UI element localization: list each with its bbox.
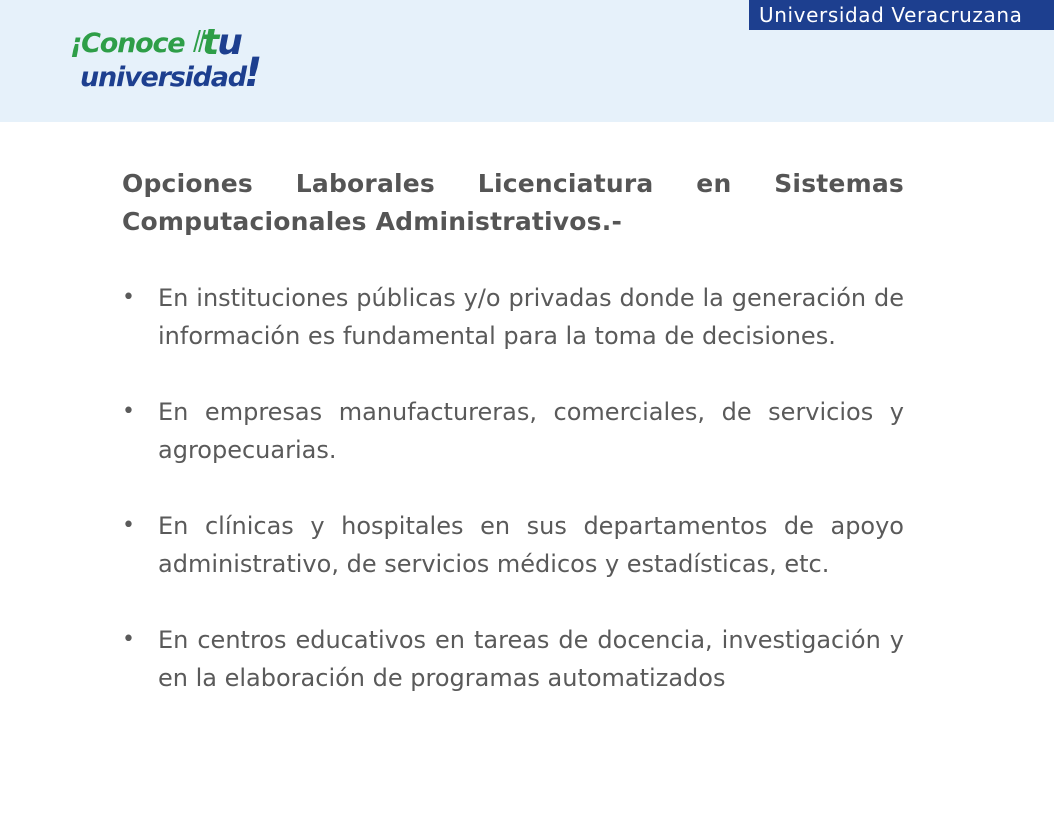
list-item: [122, 393, 904, 469]
list-item-text: En centros educativos en tareas de docencia, investigación y en la elaboración de programas automatizados: [158, 626, 904, 692]
university-name-banner: Universidad Veracruzana: [749, 0, 1054, 30]
bullet-icon: •: [122, 627, 135, 652]
list-item-text: En instituciones públicas y/o privadas donde la generación de información es fundamental para la toma de decisiones.: [158, 284, 904, 350]
bullet-icon: •: [122, 513, 135, 538]
list-item: [122, 621, 904, 697]
list-item: [122, 279, 904, 355]
list-item: [122, 507, 904, 583]
job-options-list: [122, 279, 904, 697]
logo-line-2: universidad: [80, 62, 246, 93]
header-band: [0, 0, 1054, 122]
conoce-tu-universidad-logo: [68, 20, 268, 98]
list-item-text: En empresas manufactureras, comerciales, de servicios y agropecuarias.: [158, 398, 904, 464]
slide-content: [122, 165, 904, 735]
bullet-icon: •: [122, 285, 135, 310]
logo-tu: tu: [202, 22, 241, 63]
logo-exclamation: !: [244, 50, 263, 96]
bullet-icon: •: [122, 399, 135, 424]
list-item-text: En clínicas y hospitales en sus departamentos de apoyo administrativo, de servicios médicos y estadísticas, etc.: [158, 512, 904, 578]
page-title: Opciones Laborales Licenciatura en Sistemas Computacionales Administrativos.-: [122, 169, 904, 236]
logo-line-1: ¡Conoce: [70, 28, 185, 59]
